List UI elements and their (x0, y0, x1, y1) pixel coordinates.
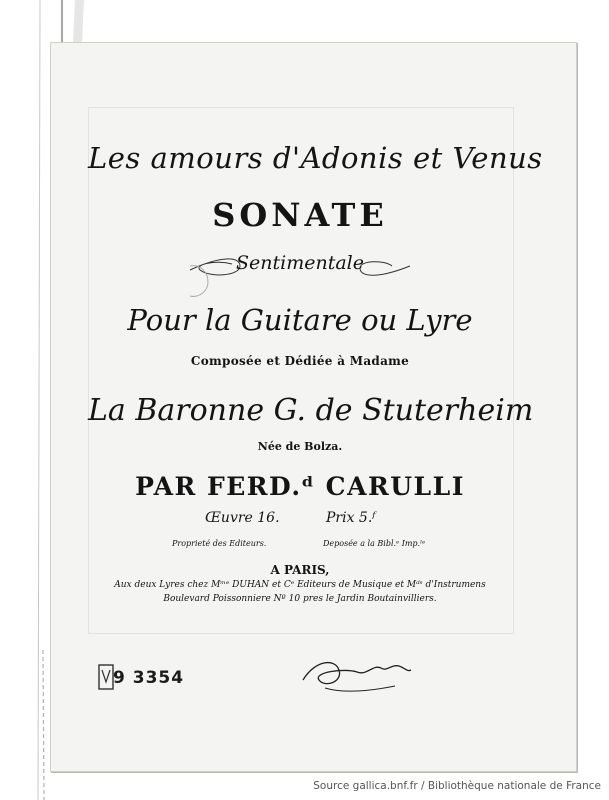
price: Prix 5.ᶠ (326, 510, 376, 526)
handwritten-signature (295, 650, 415, 695)
opus-number: Œuvre 16. (205, 510, 280, 526)
source-attribution: Source gallica.bnf.fr / Bibliothèque nationale de France (313, 780, 601, 792)
shelfmark-stamp-vm (98, 664, 114, 690)
dedicatee-name: La Baronne G. de Stuterheim (88, 393, 534, 428)
shelfmark-number: 9 3354 (113, 668, 185, 688)
composer-name: PAR FERD.ᵈ CARULLI (135, 472, 465, 501)
instrument-line: Pour la Guitare ou Lyre (127, 303, 473, 337)
dedication-line: Composée et Dédiée à Madame (190, 354, 410, 368)
dedicatee-maiden-name: Née de Bolza. (257, 440, 343, 453)
work-title: Les amours d'Adonis et Venus (88, 141, 543, 175)
property-note: Proprieté des Editeurs. (172, 539, 267, 548)
deposit-note: Deposée a la Bibl.ᵉ Imp.ˡᵉ (323, 539, 426, 548)
sonate-heading: SONATE (212, 196, 388, 234)
publisher-address-line-2: Boulevard Poissonniere Nº 10 pres le Jardin Boutainvilliers. (163, 594, 437, 604)
engraved-plate-border (88, 107, 543, 634)
publisher-city: A PARIS, (270, 563, 330, 577)
publisher-address-line-1: Aux deux Lyres chez Mᵐᵉ DUHAN et Cᵉ Editeurs de Musique et Mᵈˢ d'Instrumens (114, 580, 486, 590)
subtitle-sentimentale: Sentimentale (236, 252, 364, 274)
library-stamp-mark (186, 262, 216, 302)
